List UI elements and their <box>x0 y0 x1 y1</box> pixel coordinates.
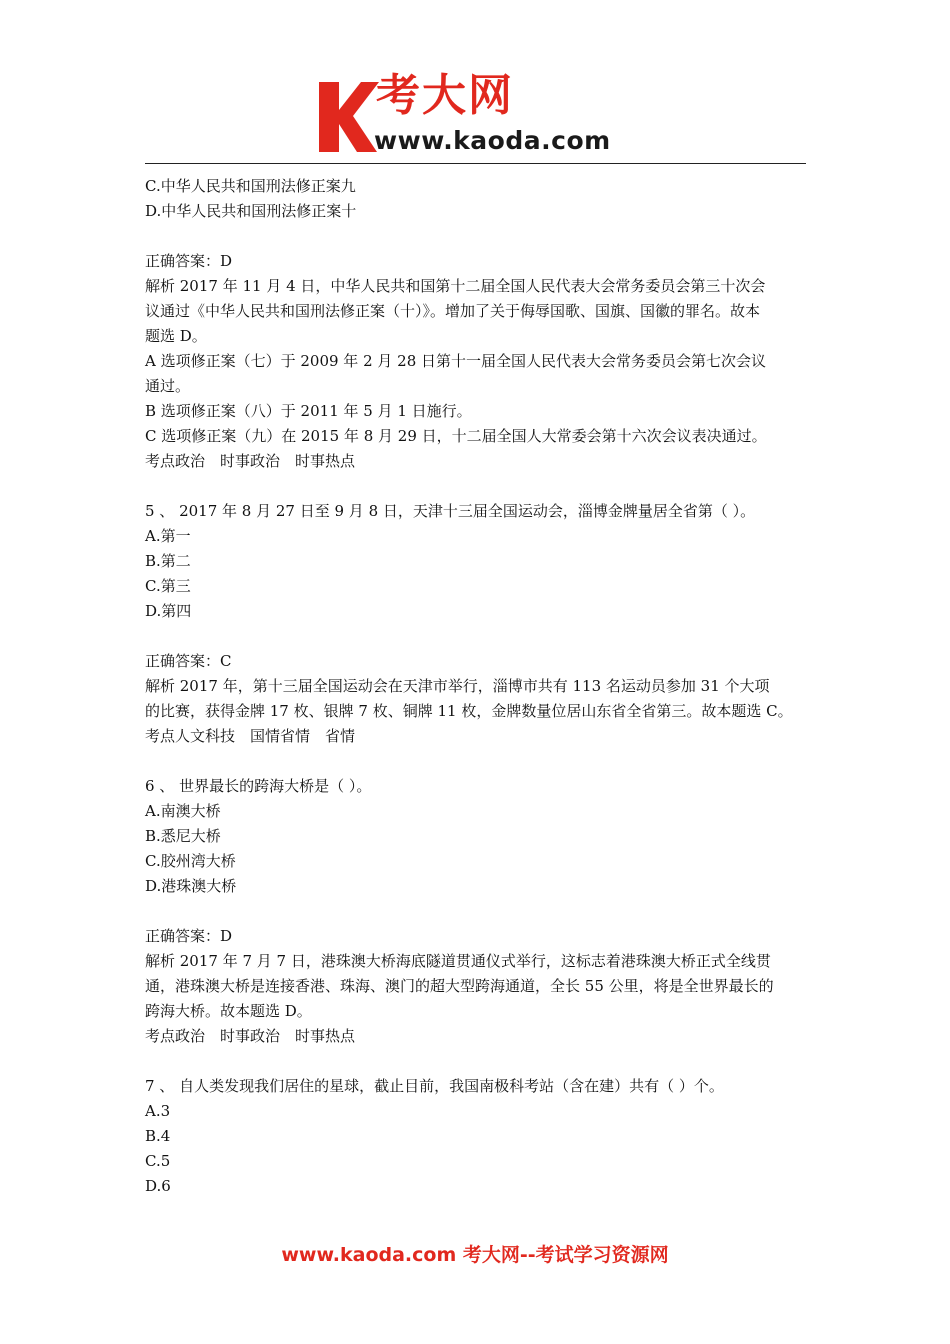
text-line: 6 、 世界最长的跨海大桥是（ ）。 <box>145 777 372 795</box>
text-line: 正确答案：D <box>145 252 233 270</box>
text-line: 通过。 <box>145 377 191 395</box>
text-line: 7 、 自人类发现我们居住的星球，截止目前，我国南极科考站（含在建）共有（ ）个。 <box>145 1077 724 1095</box>
page-header <box>0 60 950 160</box>
document-body <box>145 174 810 1199</box>
blank-line <box>145 224 810 249</box>
text-line: 议通过《中华人民共和国刑法修正案（十）》。增加了关于侮辱国歌、国旗、国徽的罪名。故本 <box>145 302 761 320</box>
text-line: 解析 2017 年，第十三届全国运动会在天津市举行，淄博市共有 113 名运动员参加 31 个大项 <box>145 677 770 695</box>
text-line: 正确答案：C <box>145 652 232 670</box>
text-line: D.中华人民共和国刑法修正案十 <box>145 202 357 220</box>
text-line: 正确答案：D <box>145 927 233 945</box>
blank-line <box>145 899 810 924</box>
text-line: A.南澳大桥 <box>145 802 221 820</box>
blank-line <box>145 1049 810 1074</box>
text-line: 通，港珠澳大桥是连接香港、珠海、澳门的超大型跨海通道，全长 55 公里，将是全世界最长的 <box>145 977 774 995</box>
text-line: 解析 2017 年 7 月 7 日，港珠澳大桥海底隧道贯通仪式举行，这标志着港珠澳大桥正式全线贯 <box>145 952 771 970</box>
text-line: C.第三 <box>145 577 191 595</box>
text-line: D.第四 <box>145 602 192 620</box>
text-line: D.港珠澳大桥 <box>145 877 237 895</box>
text-line: C.5 <box>145 1152 171 1170</box>
text-line: 的比赛，获得金牌 17 枚、银牌 7 枚、铜牌 11 枚，金牌数量位居山东省全省第三。故本题选 C。 <box>145 702 793 720</box>
text-line: B.悉尼大桥 <box>145 827 221 845</box>
text-line: A.3 <box>145 1102 171 1120</box>
logo-website-url: www.kaoda.com <box>374 126 611 155</box>
text-line: B.4 <box>145 1127 171 1145</box>
header-divider <box>145 163 806 164</box>
text-line: B 选项修正案（八）于 2011 年 5 月 1 日施行。 <box>145 402 472 420</box>
text-line: C.中华人民共和国刑法修正案九 <box>145 177 356 195</box>
text-line: C 选项修正案（九）在 2015 年 8 月 29 日，十二届全国人大常委会第十六次会议表决通过。 <box>145 427 767 445</box>
text-line: B.第二 <box>145 552 191 570</box>
blank-line <box>145 749 810 774</box>
text-line: 考点人文科技 国情省情 省情 <box>145 727 356 745</box>
kaoda-k-logo-icon <box>317 78 379 154</box>
logo-chinese-name: 考大网 <box>376 70 514 121</box>
text-line: D.6 <box>145 1177 171 1195</box>
page-footer: www.kaoda.com 考大网--考试学习资源网 <box>281 1244 669 1266</box>
text-line: 题选 D。 <box>145 327 207 345</box>
text-line: A.第一 <box>145 527 191 545</box>
text-line: 5 、 2017 年 8 月 27 日至 9 月 8 日，天津十三届全国运动会，淄博金牌量居全省第（ ）。 <box>145 502 756 520</box>
text-line: 考点政治 时事政治 时事热点 <box>145 1027 356 1045</box>
blank-line <box>145 474 810 499</box>
blank-line <box>145 624 810 649</box>
text-line: 考点政治 时事政治 时事热点 <box>145 452 356 470</box>
text-line: C.胶州湾大桥 <box>145 852 236 870</box>
text-line: 解析 2017 年 11 月 4 日，中华人民共和国第十二届全国人民代表大会常务委员会第三十次会 <box>145 277 766 295</box>
text-line: A 选项修正案（七）于 2009 年 2 月 28 日第十一届全国人民代表大会常务委员会第七次会议 <box>145 352 767 370</box>
text-line: 跨海大桥。故本题选 D。 <box>145 1002 312 1020</box>
